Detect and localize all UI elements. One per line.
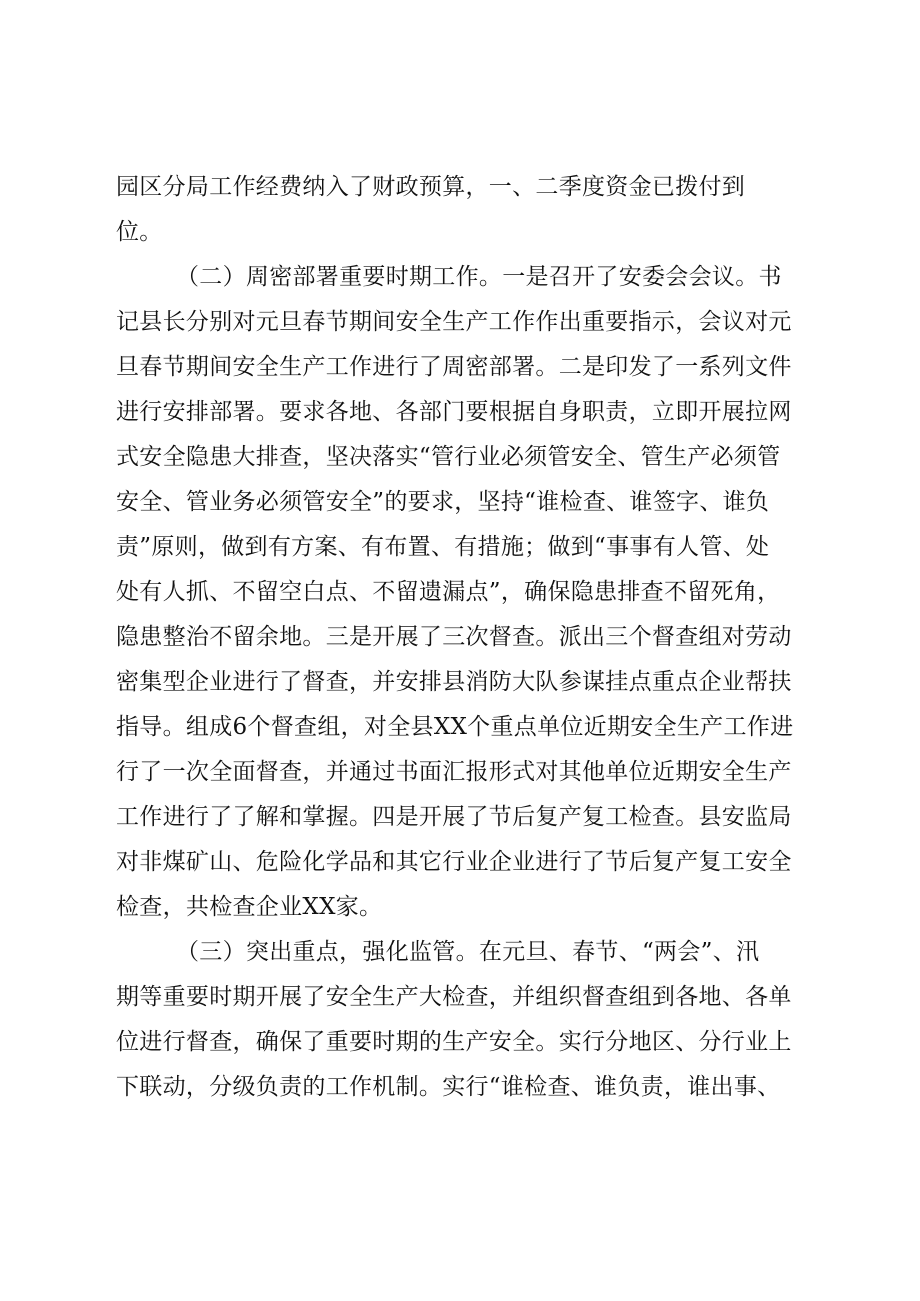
text-line: 式安全隐患大排查，坚决落实“管行业必须管安全、管生产必须管 [116, 444, 781, 470]
text-line: 检查，共检查企业XX家。 [116, 894, 383, 920]
text-line: 隐患整治不留余地。三是开展了三次督查。派出三个督查组对劳动 [116, 624, 792, 650]
text-line: 对非煤矿山、危险化学品和其它行业企业进行了节后复产复工安全 [116, 849, 792, 875]
text-line: 期等重要时期开展了安全生产大检查，并组织督查组到各地、各单 [116, 984, 792, 1010]
text-line: 旦春节期间安全生产工作进行了周密部署。二是印发了一系列文件 [116, 354, 792, 380]
text-line: 行了一次全面督查，并通过书面汇报形式对其他单位近期安全生产 [116, 759, 792, 785]
text-line: （三）突出重点，强化监管。在元旦、春节、“两会”、汛 [176, 939, 760, 965]
text-line: 指导。组成6个督查组，对全县XX个重点单位近期安全生产工作进 [116, 714, 794, 740]
text-line: 密集型企业进行了督查，并安排县消防大队参谋挂点重点企业帮扶 [116, 669, 792, 695]
text-line: 处有人抓、不留空白点、不留遗漏点”，确保隐患排查不留死角， [116, 579, 781, 605]
text-line: 责”原则，做到有方案、有布置、有措施；做到“事事有人管、处 [116, 534, 770, 560]
text-line: 园区分局工作经费纳入了财政预算，一、二季度资金已拨付到 [116, 174, 746, 200]
text-line: 工作进行了了解和掌握。四是开展了节后复产复工检查。县安监局 [116, 804, 792, 830]
text-line: 进行安排部署。要求各地、各部门要根据自身职责，立即开展拉网 [116, 399, 792, 425]
text-line: 下联动，分级负责的工作机制。实行“谁检查、谁负责，谁出事、 [116, 1074, 781, 1100]
text-line: 安全、管业务必须管安全”的要求，坚持“谁检查、谁签字、谁负 [116, 489, 770, 515]
text-line: （二）周密部署重要时期工作。一是召开了安委会会议。书 [176, 264, 782, 290]
text-line: 记县长分别对元旦春节期间安全生产工作作出重要指示，会议对元 [116, 309, 792, 335]
text-line: 位进行督查，确保了重要时期的生产安全。实行分地区、分行业上 [116, 1029, 792, 1055]
text-line: 位。 [116, 219, 163, 245]
